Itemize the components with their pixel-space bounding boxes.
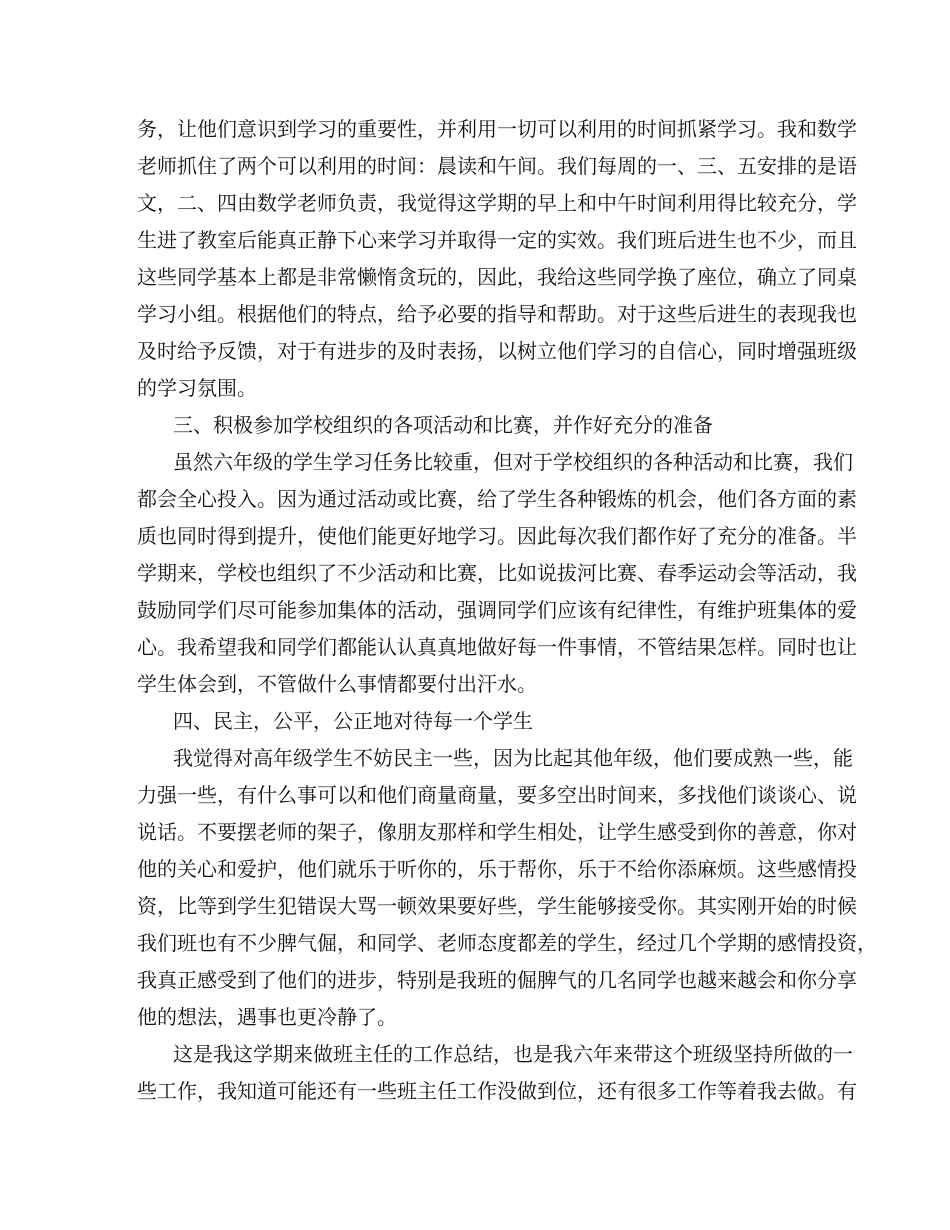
text-line: 学习小组。根据他们的特点，给予必要的指导和帮助。对于这些后进生的表现我也 (137, 302, 857, 326)
text-line: 质也同时得到提升，使他们能更好地学习。因此每次我们都作好了充分的准备。半 (137, 524, 857, 548)
text-line: 我们班也有不少脾气倔，和同学、老师态度都差的学生，经过几个学期的感情投资， (137, 931, 877, 955)
text-line: 务，让他们意识到学习的重要性，并利用一切可以利用的时间抓紧学习。我和数学 (137, 117, 857, 141)
text-line: 生进了教室后能真正静下心来学习并取得一定的实效。我们班后进生也不少，而且 (137, 228, 857, 252)
text-line: 些工作，我知道可能还有一些班主任工作没做到位，还有很多工作等着我去做。有 (137, 1079, 857, 1103)
text-line: 资，比等到学生犯错误大骂一顿效果要好些，学生能够接受你。其实刚开始的时候 (137, 894, 857, 918)
section-heading: 三、积极参加学校组织的各项活动和比赛，并作好充分的准备 (173, 413, 713, 437)
text-line: 他的想法，遇事也更冷静了。 (137, 1005, 397, 1029)
text-line: 的学习氛围。 (137, 376, 257, 400)
text-line: 老师抓住了两个可以利用的时间：晨读和午间。我们每周的一、三、五安排的是语 (137, 154, 857, 178)
text-line: 学期来，学校也组织了不少活动和比赛，比如说拔河比赛、春季运动会等活动，我 (137, 561, 857, 585)
text-line: 虽然六年级的学生学习任务比较重，但对于学校组织的各种活动和比赛，我们 (173, 450, 853, 474)
text-line: 鼓励同学们尽可能参加集体的活动，强调同学们应该有纪律性，有维护班集体的爱 (137, 598, 857, 622)
text-line: 心。我希望我和同学们都能认认真真地做好每一件事情，不管结果怎样。同时也让 (137, 635, 857, 659)
text-line: 文，二、四由数学老师负责，我觉得这学期的早上和中午时间利用得比较充分，学 (137, 191, 857, 215)
text-line: 他的关心和爱护，他们就乐于听你的，乐于帮你，乐于不给你添麻烦。这些感情投 (137, 857, 857, 881)
text-line: 及时给予反馈，对于有进步的及时表扬，以树立他们学习的自信心，同时增强班级 (137, 339, 857, 363)
text-line: 学生体会到，不管做什么事情都要付出汗水。 (137, 672, 537, 696)
text-line: 这些同学基本上都是非常懒惰贪玩的，因此，我给这些同学换了座位，确立了同桌 (137, 265, 857, 289)
text-line: 力强一些，有什么事可以和他们商量商量，要多空出时间来，多找他们谈谈心、说 (137, 783, 857, 807)
text-line: 我真正感受到了他们的进步，特别是我班的倔脾气的几名同学也越来越会和你分享 (137, 968, 857, 992)
text-line: 都会全心投入。因为通过活动或比赛，给了学生各种锻炼的机会，他们各方面的素 (137, 487, 857, 511)
text-line: 说话。不要摆老师的架子，像朋友那样和学生相处，让学生感受到你的善意，你对 (137, 820, 857, 844)
text-line: 这是我这学期来做班主任的工作总结，也是我六年来带这个班级坚持所做的一 (173, 1042, 853, 1066)
text-line: 我觉得对高年级学生不妨民主一些，因为比起其他年级，他们要成熟一些，能 (173, 746, 853, 770)
section-heading: 四、民主，公平，公正地对待每一个学生 (173, 709, 533, 733)
